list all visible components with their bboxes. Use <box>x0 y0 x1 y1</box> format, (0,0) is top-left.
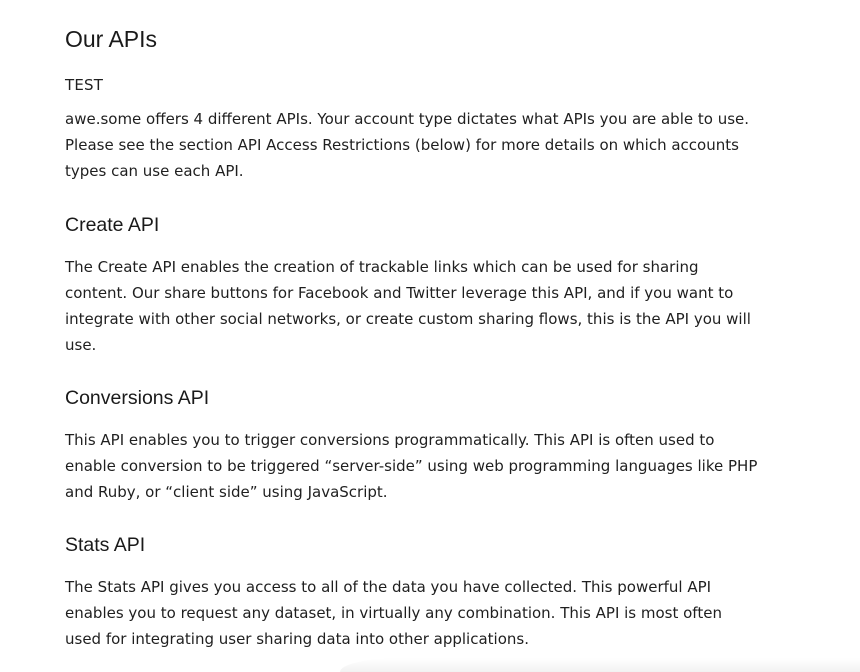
body-line: The Create API enables the creation of trackable links which can be used for sharing <box>65 258 699 276</box>
page-title: Our APIs <box>65 26 158 52</box>
body-line: The Stats API gives you access to all of the data you have collected. This powerful API <box>65 578 712 596</box>
intro-line: types can use each API. <box>65 162 244 180</box>
section-title-create-api: Create API <box>65 214 160 236</box>
bottom-edge-shadow <box>340 658 860 672</box>
body-line: use. <box>65 336 97 354</box>
section-title-conversions-api: Conversions API <box>65 387 210 409</box>
section-body-conversions-api <box>65 427 757 505</box>
section-body-stats-api <box>65 574 722 652</box>
section-body-create-api <box>65 254 751 358</box>
intro-line: Please see the section API Access Restrictions (below) for more details on which accounts <box>65 136 739 154</box>
intro-line: awe.some offers 4 different APIs. Your account type dictates what APIs you are able to use. <box>65 110 750 128</box>
body-line: used for integrating user sharing data into other applications. <box>65 630 529 648</box>
body-line: integrate with other social networks, or create custom sharing flows, this is the API you will <box>65 310 751 328</box>
body-line: content. Our share buttons for Facebook and Twitter leverage this API, and if you want to <box>65 284 734 302</box>
test-label: TEST <box>65 76 104 94</box>
body-line: and Ruby, or “client side” using JavaScript. <box>65 483 388 501</box>
body-line: enables you to request any dataset, in virtually any combination. This API is most often <box>65 604 722 622</box>
body-line: enable conversion to be triggered “server-side” using web programming languages like PHP <box>65 457 758 475</box>
section-title-stats-api: Stats API <box>65 534 146 556</box>
intro-paragraph <box>65 106 749 184</box>
body-line: This API enables you to trigger conversions programmatically. This API is often used to <box>65 431 715 449</box>
